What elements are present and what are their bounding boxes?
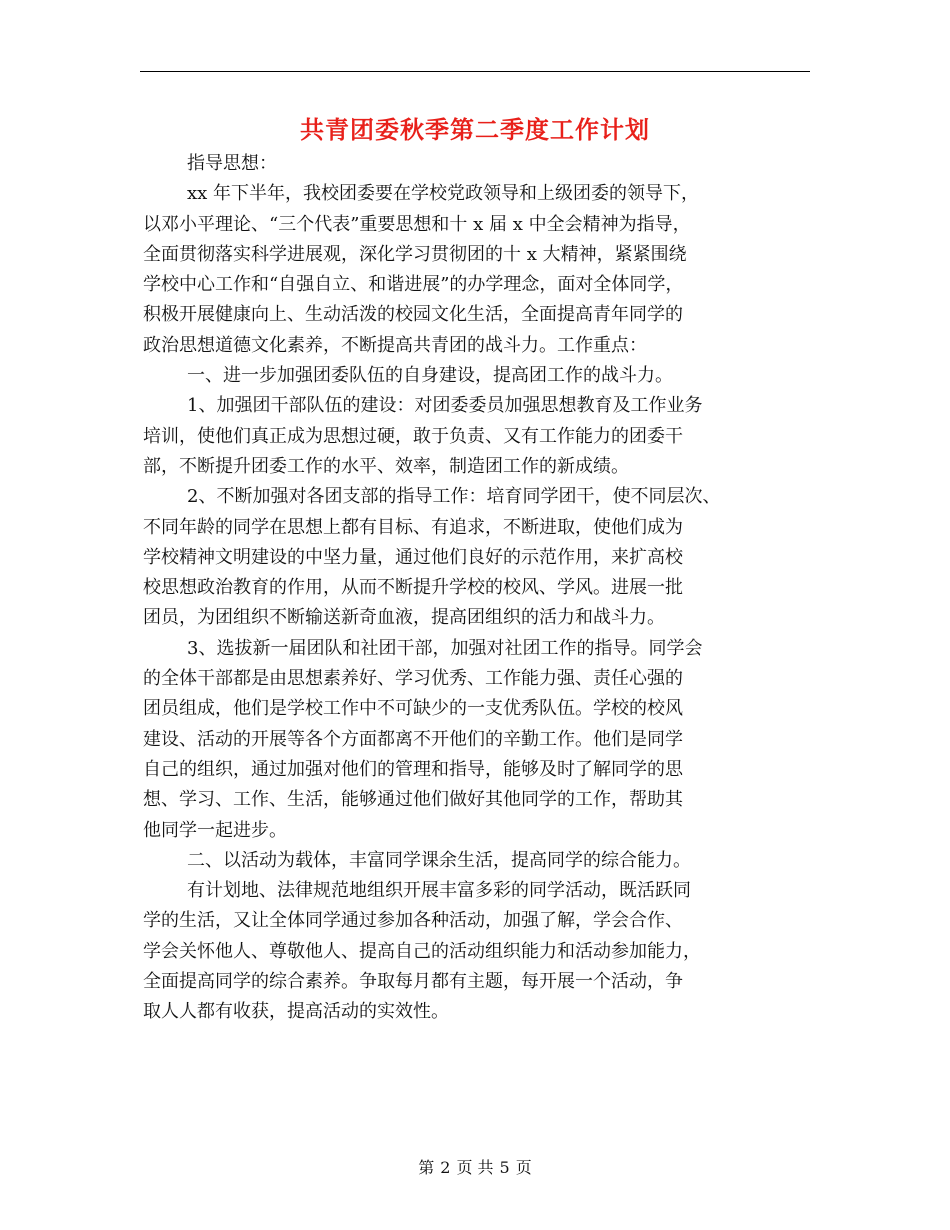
text-line: 全面提高同学的综合素养。争取每月都有主题，每开展一个活动，争 xyxy=(143,971,683,993)
text-line: 建设、活动的开展等各个方面都离不开他们的辛勤工作。他们是同学 xyxy=(143,728,683,750)
text-line: 积极开展健康向上、生动活泼的校园文化生活，全面提高青年同学的 xyxy=(143,304,683,326)
text-line: 以邓小平理论、“三个代表”重要思想和十 x 届 x 中全会精神为指导， xyxy=(143,213,691,235)
text-line: 的全体干部都是由思想素养好、学习优秀、工作能力强、责任心强的 xyxy=(143,668,683,690)
text-line: xx 年下半年，我校团委要在学校党政领导和上级团委的领导下， xyxy=(187,183,700,205)
document-body xyxy=(143,149,813,1028)
text-line: 团员，为团组织不断输送新奇血液，提高团组织的活力和战斗力。 xyxy=(143,607,665,629)
footer-page-total: 5 xyxy=(499,1158,510,1177)
text-line: 取人人都有收获，提高活动的实效性。 xyxy=(143,1001,449,1023)
text-line: 学的生活，又让全体同学通过参加各种活动，加强了解，学会合作、 xyxy=(143,910,683,932)
text-line: 1、加强团干部队伍的建设：对团委委员加强思想教育及工作业务 xyxy=(187,395,703,417)
text-line: 培训，使他们真正成为思想过硬，敢于负责、又有工作能力的团委干 xyxy=(143,425,683,447)
text-line: 想、学习、工作、生活，能够通过他们做好其他同学的工作，帮助其 xyxy=(143,789,683,811)
text-line: 有计划地、法律规范地组织开展丰富多彩的同学活动，既活跃同 xyxy=(187,880,691,902)
text-line: 自己的组织，通过加强对他们的管理和指导，能够及时了解同学的思 xyxy=(143,758,683,780)
text-line: 政治思想道德文化素养，不断提高共青团的战斗力。工作重点： xyxy=(143,334,647,356)
footer-suffix: 页 xyxy=(515,1158,532,1177)
text-line: 团员组成，他们是学校工作中不可缺少的一支优秀队伍。学校的校风 xyxy=(143,698,683,720)
page-footer xyxy=(0,1155,950,1178)
footer-page-current: 2 xyxy=(440,1158,451,1177)
text-line: 2、不断加强对各团支部的指导工作：培育同学团干，使不同层次、 xyxy=(187,486,721,508)
text-line: 一、进一步加强团委队伍的自身建设，提高团工作的战斗力。 xyxy=(187,365,673,387)
text-line: 全面贯彻落实科学进展观，深化学习贯彻团的十 x 大精神，紧紧围绕 xyxy=(143,243,687,265)
text-line: 学会关怀他人、尊敬他人、提高自己的活动组织能力和活动参加能力， xyxy=(143,940,701,962)
text-line: 指导思想： xyxy=(187,153,277,174)
text-line: 校思想政治教育的作用，从而不断提升学校的校风、学风。进展一批 xyxy=(143,577,683,599)
text-line: 3、选拔新一届团队和社团干部，加强对社团工作的指导。同学会 xyxy=(187,637,703,659)
text-line: 学校中心工作和“自强自立、和谐进展”的办学理念，面对全体同学， xyxy=(143,274,684,296)
text-line: 他同学一起进步。 xyxy=(143,819,287,841)
text-line: 部，不断提升团委工作的水平、效率，制造团工作的新成绩。 xyxy=(143,455,629,477)
document-title: 共青团委秋季第二季度工作计划 xyxy=(300,115,650,144)
text-line: 学校精神文明建设的中坚力量，通过他们良好的示范作用，来扩高校 xyxy=(143,546,683,568)
text-line: 不同年龄的同学在思想上都有目标、有追求，不断进取，使他们成为 xyxy=(143,516,683,538)
text-line: 二、以活动为载体，丰富同学课余生活，提高同学的综合能力。 xyxy=(187,849,691,871)
header-rule xyxy=(140,71,810,72)
footer-mid: 页 共 xyxy=(456,1158,494,1177)
footer-prefix: 第 xyxy=(418,1158,435,1177)
